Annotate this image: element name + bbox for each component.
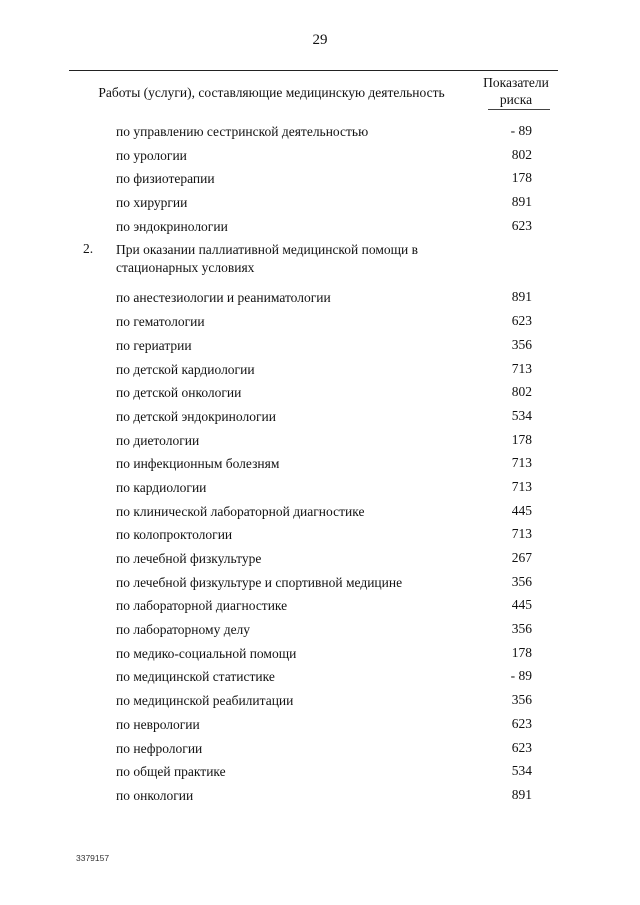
table-row <box>0 785 640 809</box>
row-label: по неврологии <box>116 716 200 732</box>
row-risk-value: 178 <box>511 170 532 186</box>
row-risk-value: 445 <box>511 597 532 613</box>
table-row <box>0 477 640 501</box>
row-label: по лечебной физкультуре <box>116 551 262 566</box>
row-label: по хирургии <box>116 195 188 211</box>
table-row <box>0 619 640 643</box>
row-label: по медико-социальной помощи <box>116 645 297 661</box>
row-label: по нефрологии <box>116 740 203 756</box>
table-row <box>0 761 640 785</box>
table-row <box>0 192 640 216</box>
table-row <box>0 382 640 406</box>
column-header-risk-line1: Показатели <box>483 75 549 90</box>
row-risk-value: 713 <box>511 360 532 376</box>
table-row <box>0 572 640 596</box>
table-row <box>0 595 640 619</box>
row-label: по диетологии <box>116 432 200 448</box>
table-row <box>0 406 640 430</box>
row-risk-value: 891 <box>511 194 532 210</box>
row-risk-value: 713 <box>511 455 532 471</box>
row-label: по детской онкологии <box>116 385 242 401</box>
row-risk-value: 623 <box>511 313 532 329</box>
row-risk-value: 356 <box>511 336 532 352</box>
column-header-work: Работы (услуги), составляющие медицинскую деятельность <box>98 85 445 100</box>
row-label: по колопроктологии <box>116 527 233 543</box>
table-row <box>0 121 640 145</box>
table-row <box>0 359 640 383</box>
row-number: 2. <box>83 241 94 257</box>
table-row <box>0 311 640 335</box>
table-header <box>69 70 558 119</box>
row-risk-value: 802 <box>511 384 532 400</box>
row-label: по детской эндокринологии <box>116 408 276 424</box>
row-label: по медицинской реабилитации <box>116 693 294 709</box>
row-risk-value: 445 <box>511 502 532 518</box>
row-risk-value: - 89 <box>510 668 532 684</box>
table-row <box>0 714 640 738</box>
row-risk-value: 356 <box>511 573 532 589</box>
row-risk-value: 623 <box>511 217 532 233</box>
row-risk-value: 623 <box>511 715 532 731</box>
header-underline <box>488 109 550 110</box>
table-row <box>0 690 640 714</box>
row-risk-value: 534 <box>511 763 532 779</box>
table-body <box>0 121 640 809</box>
row-risk-value: 178 <box>511 644 532 660</box>
table-row <box>0 501 640 525</box>
row-label: по клинической лабораторной диагностике <box>116 503 365 519</box>
row-risk-value: 713 <box>511 478 532 494</box>
table-row <box>0 643 640 667</box>
row-label: по медицинской статистике <box>116 669 275 685</box>
row-risk-value: 713 <box>511 526 532 542</box>
column-header-risk <box>474 74 558 108</box>
table-row <box>0 168 640 192</box>
row-label: по физиотерапии <box>116 171 215 187</box>
column-header-risk-line2: риска <box>499 92 533 107</box>
row-risk-value: 891 <box>511 289 532 305</box>
row-label: по управлению сестринской деятельностью <box>116 124 369 139</box>
row-label: по урологии <box>116 147 187 163</box>
table-row <box>0 453 640 477</box>
row-label: по инфекционным болезням <box>116 456 280 472</box>
row-label: по лабораторной диагностике <box>116 598 288 614</box>
table-row <box>0 216 640 240</box>
row-label: по гематологии <box>116 314 205 330</box>
row-risk-value: 356 <box>511 621 532 637</box>
row-label: по лечебной физкультуре и спортивной медицине <box>116 574 403 590</box>
row-label: При оказании паллиативной медицинской помощи в стационарных условиях <box>116 242 419 276</box>
row-label: по анестезиологии и реаниматологии <box>116 290 331 306</box>
document-code: 3379157 <box>76 853 110 863</box>
row-risk-value: - 89 <box>510 123 532 138</box>
row-label: по детской кардиологии <box>116 361 255 377</box>
row-risk-value: 356 <box>511 692 532 708</box>
row-label: по лабораторному делу <box>116 622 251 638</box>
table-row <box>0 524 640 548</box>
row-risk-value: 178 <box>511 431 532 447</box>
row-risk-value: 267 <box>511 550 532 565</box>
row-label: по онкологии <box>116 787 194 803</box>
row-label: по эндокринологии <box>116 218 228 234</box>
table-row <box>0 666 640 690</box>
section-row <box>0 239 640 287</box>
table-row <box>0 738 640 762</box>
row-label: по гериатрии <box>116 337 192 353</box>
table-row <box>0 548 640 572</box>
row-risk-value: 534 <box>511 407 532 423</box>
table-row <box>0 335 640 359</box>
row-label: по кардиологии <box>116 479 207 495</box>
row-risk-value: 802 <box>511 146 532 162</box>
table-row <box>0 430 640 454</box>
page-number: 29 <box>312 32 328 48</box>
row-label: по общей практике <box>116 764 226 780</box>
row-risk-value: 623 <box>511 739 532 755</box>
table-row <box>0 287 640 311</box>
table-row <box>0 145 640 169</box>
row-risk-value: 891 <box>511 786 532 802</box>
